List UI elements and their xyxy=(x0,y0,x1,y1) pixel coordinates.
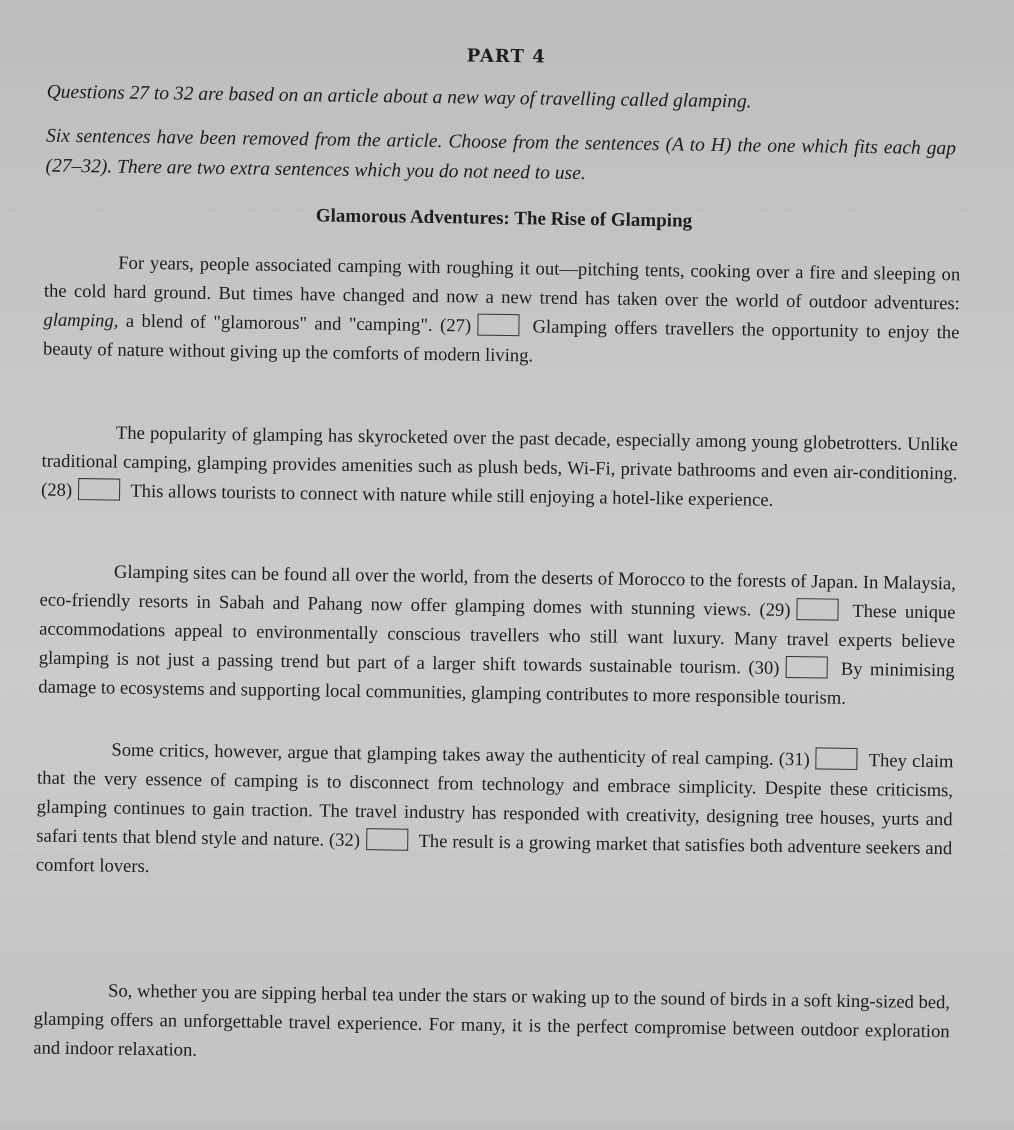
paragraph-1-italic-term: glamping xyxy=(43,309,114,332)
instruction-line-1: Questions 27 to 32 are based on an article about a new way of travelling called glamping. xyxy=(46,81,752,113)
gap-30-answer-box[interactable] xyxy=(785,656,827,679)
paragraph-5: So, whether you are sipping herbal tea under the stars or waking up to the sound of birds in a soft king-sized bed, glamping offers an unforgettable travel experience. For many, it is the perfect compromise between outdoor exploration and indoor relaxation. xyxy=(33,980,951,1061)
part-heading: PART 4 xyxy=(466,45,546,68)
paragraph-4-text-c: The result is a growing market that satisfies both adventure seekers and comfort lovers. xyxy=(35,830,953,878)
paragraph-1-text-b: , a blend of "glamorous" and "camping". (27) xyxy=(113,310,472,337)
paragraph-2-text-b: This allows tourists to connect with nature while still enjoying a hotel-like experience. xyxy=(130,480,774,511)
paragraph-3-text-a: Glamping sites can be found all over the world, from the deserts of Morocco to the forests of Japan. In Malaysia, eco-friendly resorts in Sabah and Pahang now offer glamping domes with stunning views. (29) xyxy=(39,561,957,622)
paragraph-1 xyxy=(43,248,961,377)
paragraph-4 xyxy=(36,735,954,893)
gap-27-answer-box[interactable] xyxy=(477,314,519,337)
gap-31-answer-box[interactable] xyxy=(816,747,858,770)
paragraph-3-text-b: These unique accommodations appeal to environmentally conscious travellers who still want luxury. Many travel experts believe glamping is not just a passing trend but part of a larger shift towards sustainable tourism. (30) xyxy=(38,600,956,679)
gap-29-answer-box[interactable] xyxy=(796,598,838,621)
paragraph-3-text-c: By minimising damage to ecosystems and supporting local communities, glamping contributes to more responsible tourism. xyxy=(38,658,955,709)
instruction-line-2: Six sentences have been removed from the article. Choose from the sentences (A to H) the one which fits each gap (27–32). There are two extra sentences which you do not need to use. xyxy=(45,125,957,185)
paragraph-4-text-a: Some critics, however, argue that glamping takes away the authenticity of real camping. (31) xyxy=(111,739,810,771)
article-title: Glamorous Adventures: The Rise of Glamping xyxy=(315,205,693,232)
paragraph-2-text-a: The popularity of glamping has skyrocketed over the past decade, especially among young globetrotters. Unlike traditional camping, glamping provides amenities such as plush beds, Wi-Fi, private bathrooms and even air-conditioning. (28) xyxy=(40,422,958,501)
gap-32-answer-box[interactable] xyxy=(366,828,408,851)
paragraph-1-text-a: For years, people associated camping with roughing it out—pitching tents, cooking over a fire and sleeping on the cold hard ground. But times have changed and now a new trend has taken over the world of outdoor adventures: xyxy=(43,252,961,315)
paragraph-2 xyxy=(41,418,958,518)
paragraph-4-text-b: They claim that the very essence of camping is to disconnect from technology and embrace simplicity. Despite these criticisms, glamping continues to gain traction. The travel industry has responded with creativity, designing tree houses, yurts and safari tents that blend style and nature. (32) xyxy=(36,750,954,852)
paragraph-1-text-c: Glamping offers travellers the opportunity to enjoy the beauty of nature without giving up the comforts of modern living. xyxy=(42,316,960,367)
paragraph-3 xyxy=(38,557,956,715)
gap-28-answer-box[interactable] xyxy=(78,478,120,501)
